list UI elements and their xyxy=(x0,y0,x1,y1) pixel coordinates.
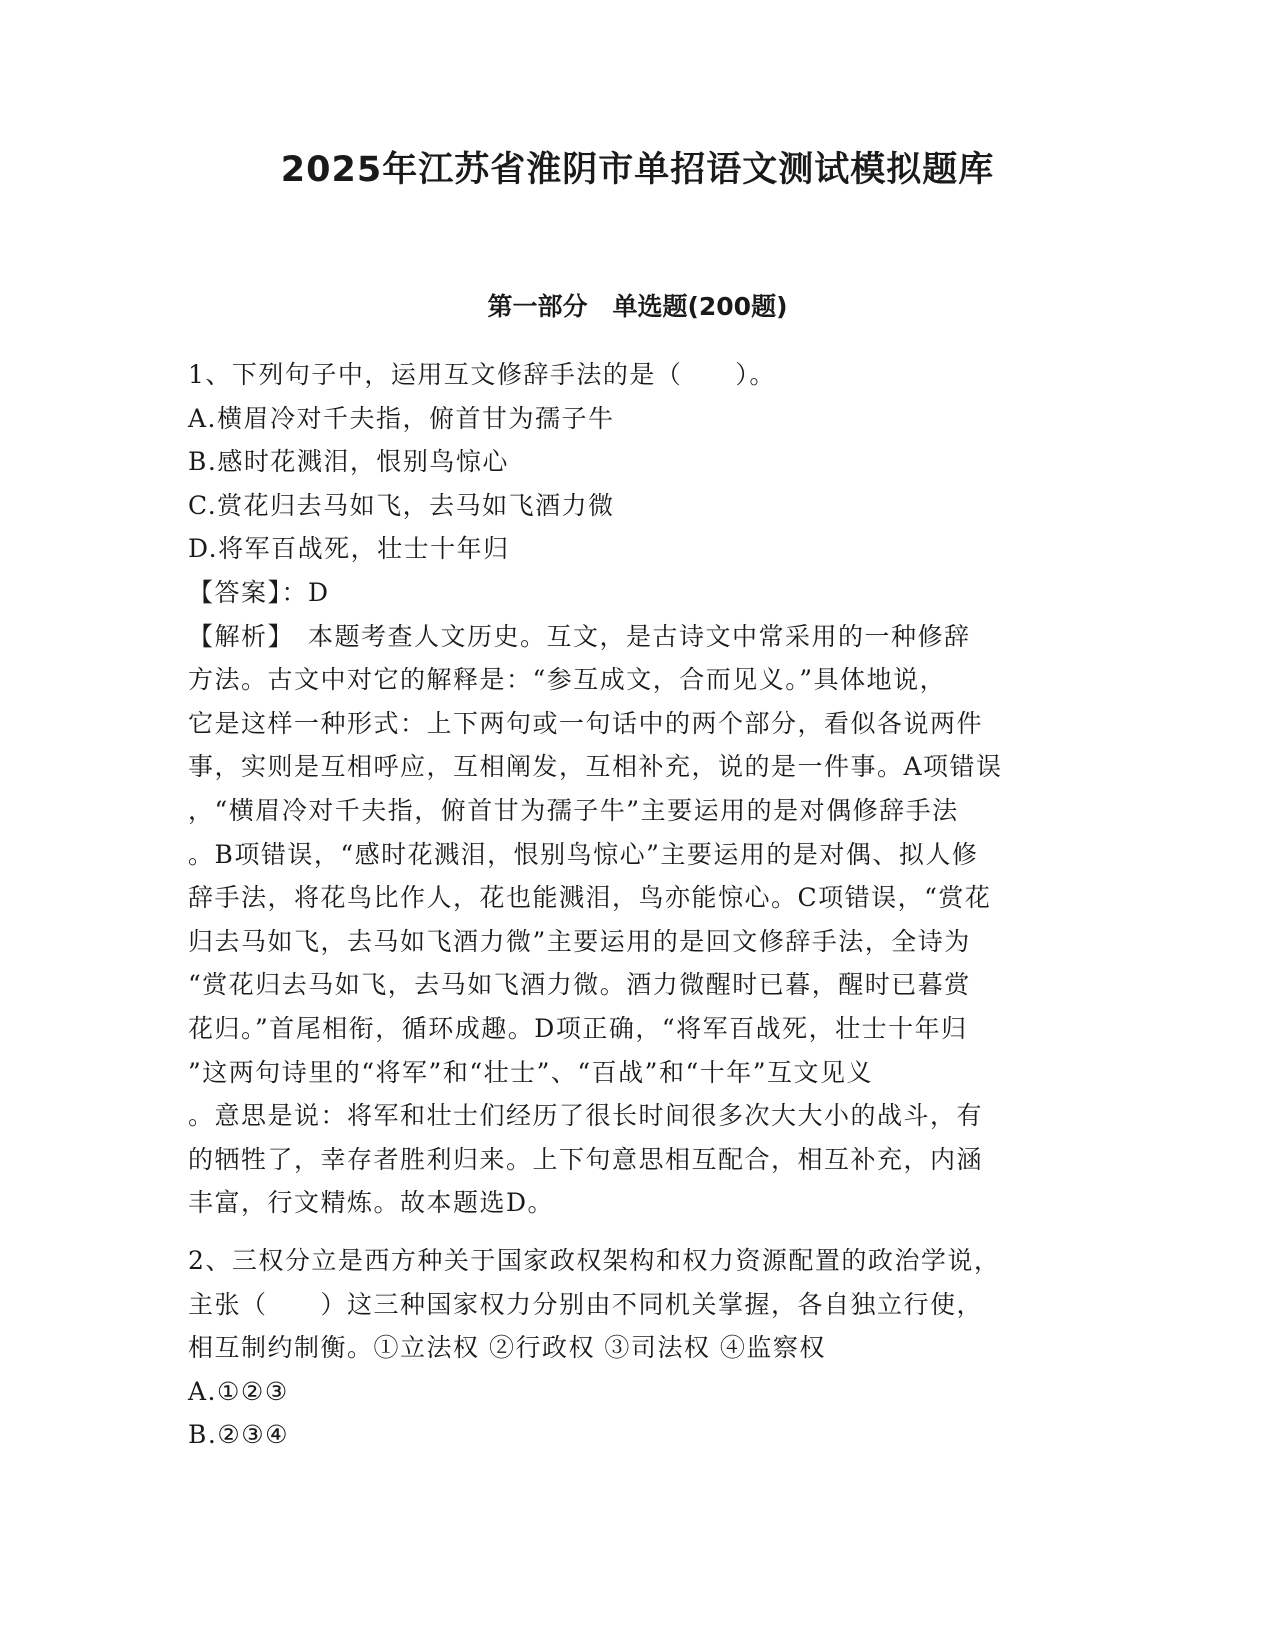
analysis-line: 丰富，行文精炼。故本题选D。 xyxy=(188,1188,555,1218)
option-d: D.将军百战死，壮士十年归 xyxy=(188,534,510,564)
analysis-line: 的牺牲了，幸存者胜利归来。上下句意思相互配合，相互补充，内涵 xyxy=(188,1144,984,1174)
analysis-line: ”这两句诗里的“将军”和“壮士”、“百战”和“十年”互文见义 xyxy=(188,1057,874,1087)
option-a: A.①②③ xyxy=(188,1376,289,1406)
question-stem: 主张（ ）这三种国家权力分别由不同机关掌握，各自独立行使， xyxy=(188,1289,984,1319)
question-stem: 相互制约制衡。①立法权 ②行政权 ③司法权 ④监察权 xyxy=(188,1333,826,1363)
analysis-line: 辞手法，将花鸟比作人，花也能溅泪，鸟亦能惊心。C项错误，“赏花 xyxy=(188,883,992,913)
document-title: 2025年江苏省淮阴市单招语文测试模拟题库 xyxy=(280,150,995,190)
analysis-line: ，“横眉冷对千夫指，俯首甘为孺子牛”主要运用的是对偶修辞手法 xyxy=(188,795,959,825)
question-2 xyxy=(188,1239,1088,1457)
analysis-line: 它是这样一种形式：上下两句或一句话中的两个部分，看似各说两件 xyxy=(188,708,984,738)
option-b: B.②③④ xyxy=(188,1420,290,1450)
analysis-line: 。意思是说：将军和壮士们经历了很长时间很多次大大小的战斗，有 xyxy=(188,1101,984,1131)
analysis-line: 花归。”首尾相衔，循环成趣。D项正确，“将军百战死，壮士十年归 xyxy=(188,1013,968,1043)
analysis-line: 【解析】 本题考查人文历史。互文，是古诗文中常采用的一种修辞 xyxy=(188,621,971,651)
analysis-line: 。B项错误，“感时花溅泪，恨别鸟惊心”主要运用的是对偶、拟人修 xyxy=(188,839,979,869)
analysis-line: “赏花归去马如飞，去马如飞酒力微。酒力微醒时已暮，醒时已暮赏 xyxy=(188,970,971,1000)
analysis-line: 事，实则是互相呼应，互相阐发，互相补充，说的是一件事。A项错误 xyxy=(188,752,1003,782)
option-a: A.横眉冷对千夫指，俯首甘为孺子牛 xyxy=(188,403,615,433)
analysis-line: 方法。古文中对它的解释是：“参互成文，合而见义。”具体地说， xyxy=(188,665,947,695)
question-stem: 2、三权分立是西方种关于国家政权架构和权力资源配置的政治学说， xyxy=(188,1246,1001,1275)
analysis-line: 归去马如飞，去马如飞酒力微”主要运用的是回文修辞手法，全诗为 xyxy=(188,926,971,956)
option-c: C.赏花归去马如飞，去马如飞酒力微 xyxy=(188,490,615,520)
question-1 xyxy=(188,353,1088,1225)
answer-line: 【答案】：D xyxy=(188,577,330,607)
analysis-block xyxy=(188,615,1088,1225)
section-heading: 第一部分 单选题(200题) xyxy=(487,292,788,321)
option-b: B.感时花溅泪，恨别鸟惊心 xyxy=(188,447,509,477)
question-stem: 1、下列句子中，运用互文修辞手法的是（ ）。 xyxy=(188,360,776,389)
